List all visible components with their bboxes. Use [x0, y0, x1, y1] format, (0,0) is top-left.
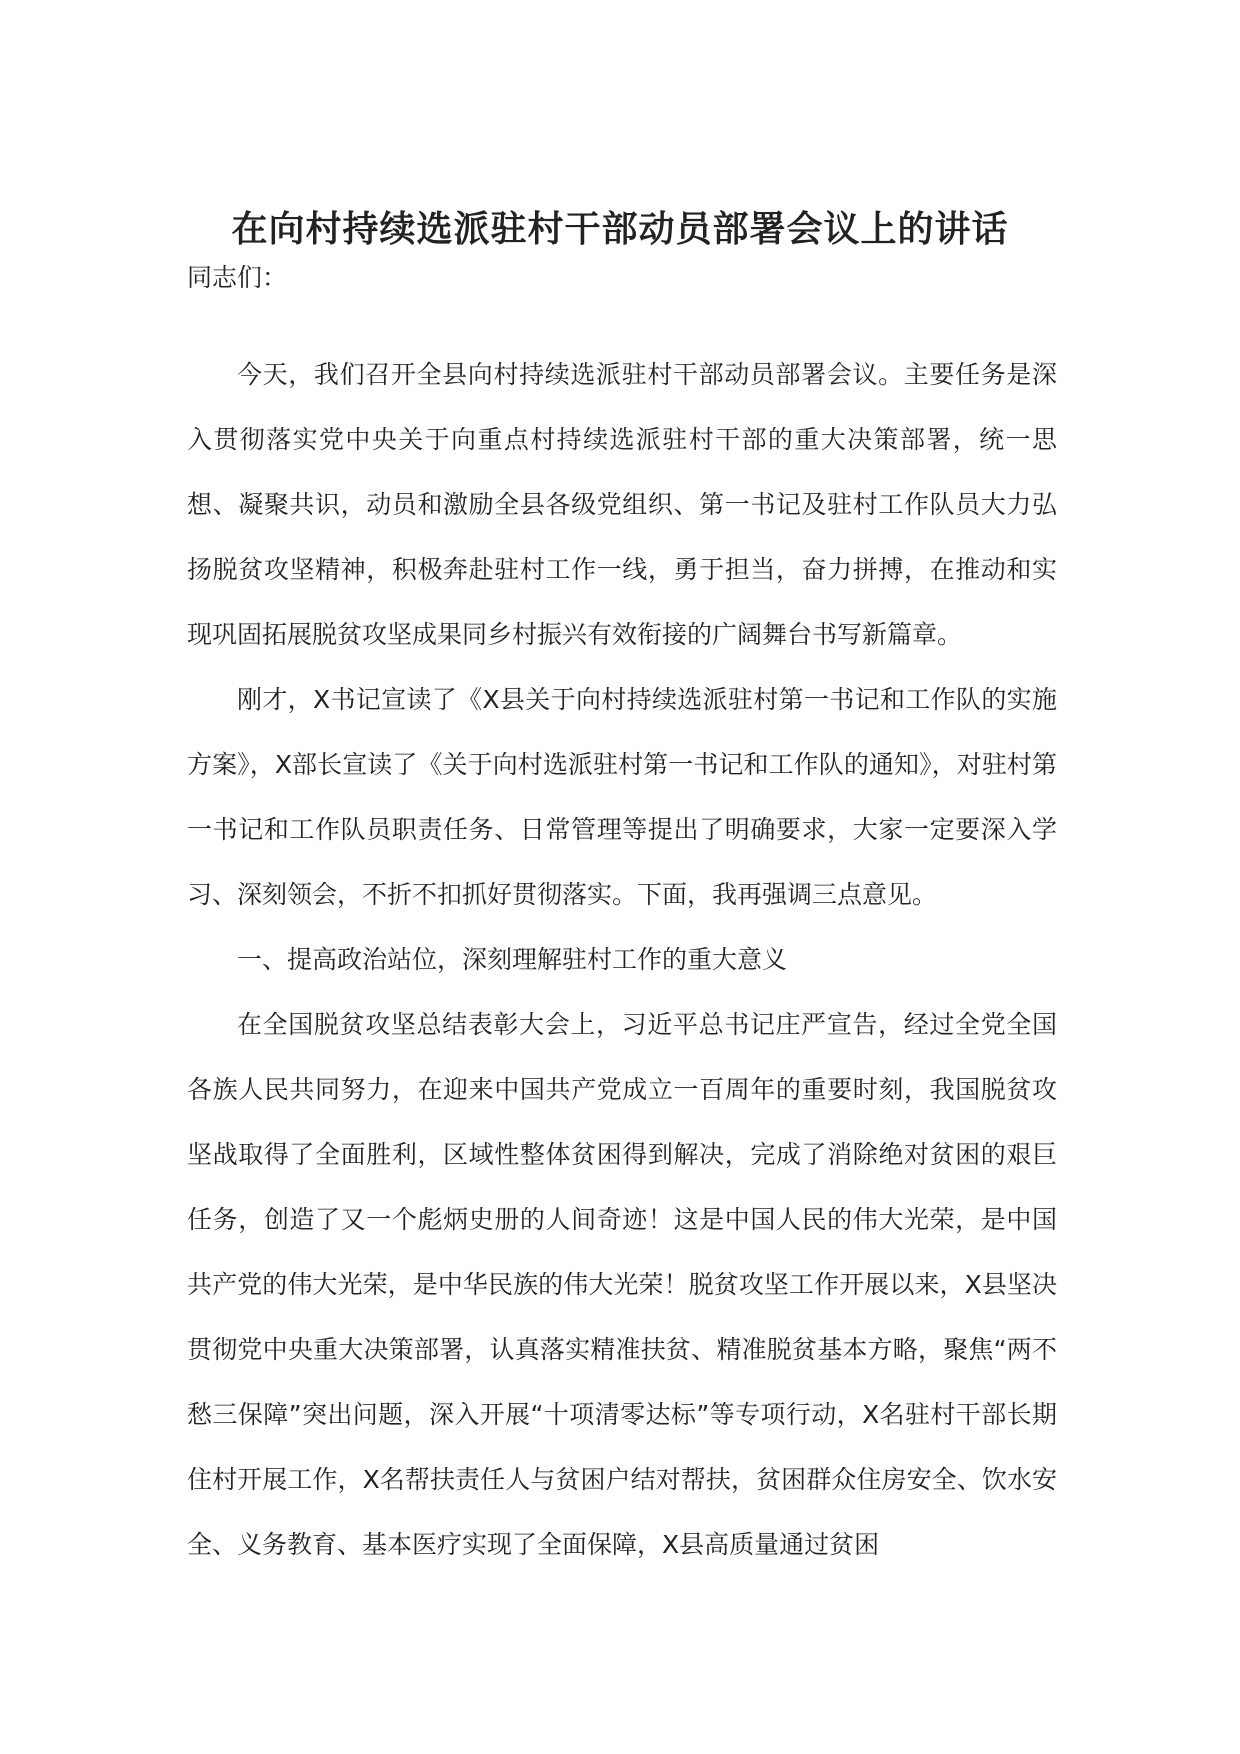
document-body — [187, 342, 1057, 1577]
paragraph-section-1: 在全国脱贫攻坚总结表彰大会上，习近平总书记庄严宣告，经过全党全国各族人民共同努力，在迎来中国共产党成立一百周年的重要时刻，我国脱贫攻坚战取得了全面胜利，区域性整体贫困得到解决，完成了消除绝对贫困的艰巨任务，创造了又一个彪炳史册的人间奇迹！这是中国人民的伟大光荣，是中国共产党的伟大光荣，是中华民族的伟大光荣！脱贫攻坚工作开展以来，X县坚决贯彻党中央重大决策部署，认真落实精准扶贫、精准脱贫基本方略，聚焦“两不愁三保障”突出问题，深入开展“十项清零达标”等专项行动，X名驻村干部长期住村开展工作，X名帮扶责任人与贫困户结对帮扶，贫困群众住房安全、饮水安全、义务教育、基本医疗实现了全面保障，X县高质量通过贫困 — [187, 1010, 1057, 1559]
paragraph-announcement: 刚才，X书记宣读了《X县关于向村持续选派驻村第一书记和工作队的实施方案》，X部长宣读了《关于向村选派驻村第一书记和工作队的通知》，对驻村第一书记和工作队员职责任务、日常管理等提出了明确要求，大家一定要深入学习、深刻领会，不折不扣抓好贯彻落实。下面，我再强调三点意见。 — [187, 685, 1057, 909]
salutation: 同志们： — [187, 263, 288, 292]
document-title: 在向村持续选派驻村干部动员部署会议上的讲话 — [231, 209, 1009, 250]
section-heading-1: 一、提高政治站位，深刻理解驻村工作的重大意义 — [237, 945, 788, 974]
paragraph-intro: 今天，我们召开全县向村持续选派驻村干部动员部署会议。主要任务是深入贯彻落实党中央关于向重点村持续选派驻村干部的重大决策部署，统一思想、凝聚共识，动员和激励全县各级党组织、第一书记及驻村工作队员大力弘扬脱贫攻坚精神，积极奔赴驻村工作一线，勇于担当，奋力拼搏，在推动和实现巩固拓展脱贫攻坚成果同乡村振兴有效衔接的广阔舞台书写新篇章。 — [187, 360, 1057, 649]
